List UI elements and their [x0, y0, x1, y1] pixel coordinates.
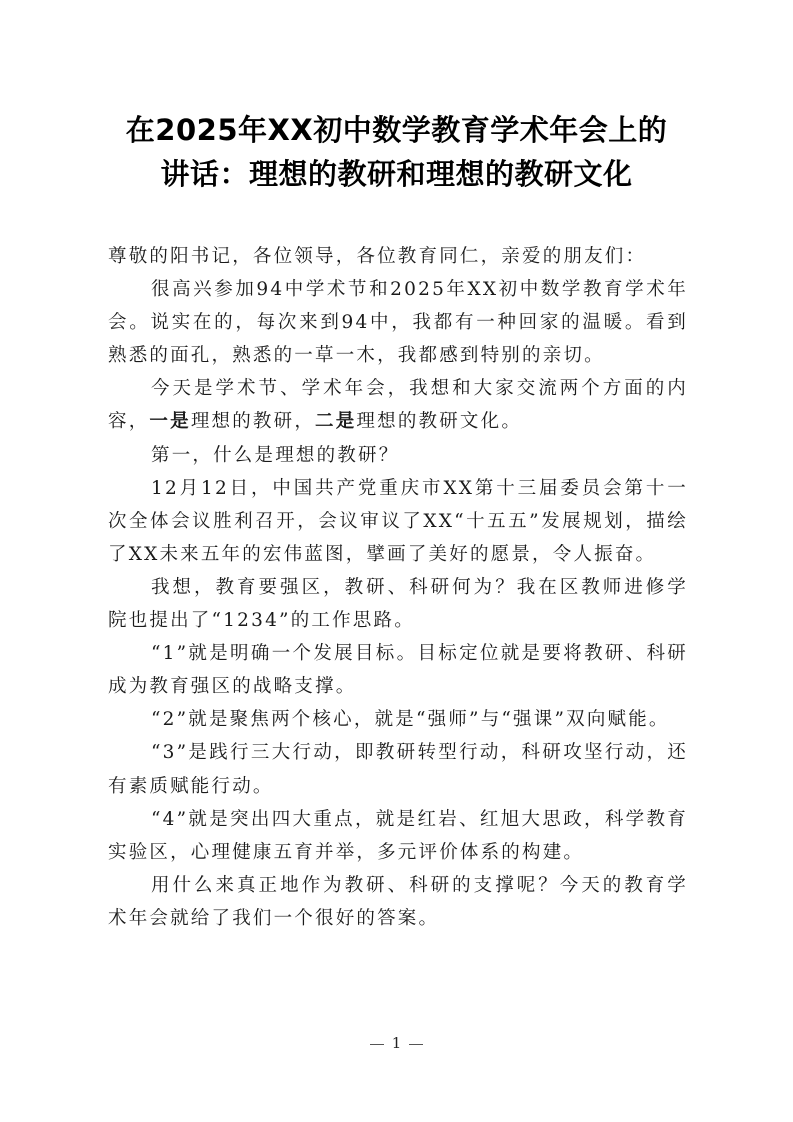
paragraph-1: 很高兴参加94中学术节和2025年XX初中数学教育学术年会。说实在的，每次来到94中，我都有一种回家的温暖。看到熟悉的面孔，熟悉的一草一木，我都感到特别的亲切。 [108, 279, 688, 367]
bold-label-second: 二是 [315, 411, 357, 433]
paragraph-2-part-3: 理想的教研文化。 [356, 411, 523, 433]
paragraph-10: 用什么来真正地作为教研、科研的支撑呢？今天的教育学术年会就给了我们一个很好的答案。 [108, 874, 688, 929]
paragraph-2-part-2: 理想的教研， [190, 411, 316, 433]
paragraph-6: “1”就是明确一个发展目标。目标定位就是要将教研、科研成为教育强区的战略支撑。 [108, 643, 688, 698]
dash-left [370, 1044, 384, 1045]
title-line-2: 讲话：理想的教研和理想的教研文化 [160, 157, 633, 191]
paragraph-2-part-1: 今天是学术节、学术年会，我想和大家交流两个方面的内容， [108, 378, 688, 433]
paragraph-7: “2”就是聚焦两个核心，就是“强师”与“强课”双向赋能。 [151, 709, 670, 731]
document-title [100, 108, 693, 196]
paragraph-8: “3”是践行三大行动，即教研转型行动，科研攻坚行动，还有素质赋能行动。 [108, 742, 688, 797]
paragraph-4: 12月12日，中国共产党重庆市XX第十三届委员会第十一次全体会议胜利召开，会议审议了XX“十五五”发展规划，描绘了XX未来五年的宏伟蓝图，擘画了美好的愿景，令人振奋。 [108, 477, 688, 565]
paragraph-2 [108, 372, 688, 438]
dash-right [409, 1044, 423, 1045]
title-line-1: 在2025年XX初中数学教育学术年会上的 [125, 113, 668, 147]
section-heading-first: 第一，什么是理想的教研？ [151, 444, 400, 466]
paragraph-9: “4”就是突出四大重点，就是红岩、红旭大思政，科学教育实验区，心理健康五育并举，多元评价体系的构建。 [108, 808, 688, 863]
page-number: 1 [391, 1034, 402, 1052]
bold-label-first: 一是 [149, 411, 191, 433]
salutation: 尊敬的阳书记，各位领导，各位教育同仁，亲爱的朋友们： [108, 246, 647, 267]
page-footer [0, 1034, 793, 1052]
document-body [108, 240, 688, 935]
paragraph-5: 我想，教育要强区，教研、科研何为？我在区教师进修学院也提出了“1234”的工作思路。 [108, 576, 688, 632]
